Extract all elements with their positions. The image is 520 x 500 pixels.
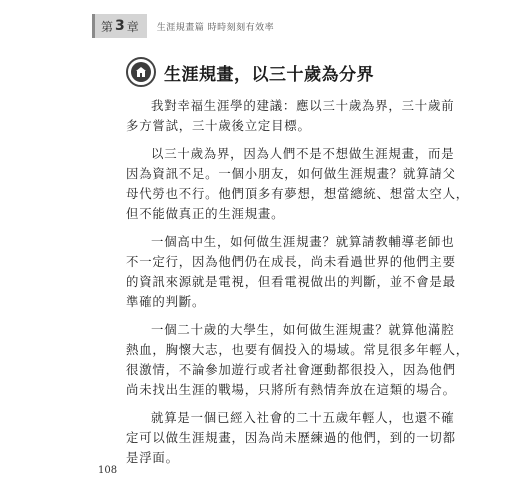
gear-badge-icon: [126, 57, 156, 87]
text-line: 不一定行，因為他們仍在成長，尚未看過世界的他們主要: [126, 254, 456, 269]
paragraph: [126, 144, 469, 224]
text-line: 就算是一個已經入社會的二十五歲年輕人，也還不確: [151, 410, 455, 425]
paragraph: [126, 232, 456, 312]
text-line: 一個高中生，如何做生涯規畫？就算請教輔導老師也: [151, 234, 455, 249]
section-title: 生涯規畫，以三十歲為分界: [164, 64, 374, 85]
text-line: 母代勞也不行。他們頂多有夢想，想當總統、想當太空人，: [126, 186, 469, 201]
text-line: 但不能做真正的生涯規畫。: [126, 206, 285, 221]
text-line: 熱血，胸懷大志，也要有個投入的場域。常見很多年輕人，: [126, 342, 469, 357]
paragraph: [126, 96, 455, 136]
text-line: 定可以做生涯規畫，因為尚未歷練過的他們，到的一切都: [126, 430, 456, 445]
paragraph: [126, 408, 456, 468]
text-line: 尚未找出生涯的戰場，只將所有熱情奔放在這類的場合。: [126, 382, 456, 397]
text-line: 我對幸福生涯學的建議：應以三十歲為界，三十歲前: [151, 98, 455, 113]
text-line: 多方嘗試，三十歲後立定目標。: [126, 118, 311, 133]
running-header: [92, 13, 432, 39]
page-number: 108: [98, 465, 118, 476]
chapter-suffix: 章: [126, 19, 139, 34]
chapter-prefix: 第: [101, 19, 114, 34]
chapter-tag: [92, 14, 147, 38]
section-heading: [126, 57, 374, 87]
text-line: 以三十歲為界，因為人們不是不想做生涯規畫，而是: [151, 146, 455, 161]
text-line: 是浮面。: [126, 450, 179, 465]
text-line: 因為資訊不足。一個小朋友，如何做生涯規畫？就算請父: [126, 166, 456, 181]
text-line: 一個二十歲的大學生，如何做生涯規畫？就算他滿腔: [151, 322, 455, 337]
paragraph: [126, 320, 469, 400]
text-line: 的資訊來源就是電視，但看電視做出的判斷，並不會是最: [126, 274, 456, 289]
chapter-number: 3: [115, 18, 125, 34]
running-header-title: 生涯規畫篇 時時刻刻有效率: [156, 22, 275, 33]
text-line: 準確的判斷。: [126, 294, 206, 309]
body-text: [126, 96, 469, 476]
text-line: 很激情，不論參加遊行或者社會運動都很投入，因為他們: [126, 362, 456, 377]
